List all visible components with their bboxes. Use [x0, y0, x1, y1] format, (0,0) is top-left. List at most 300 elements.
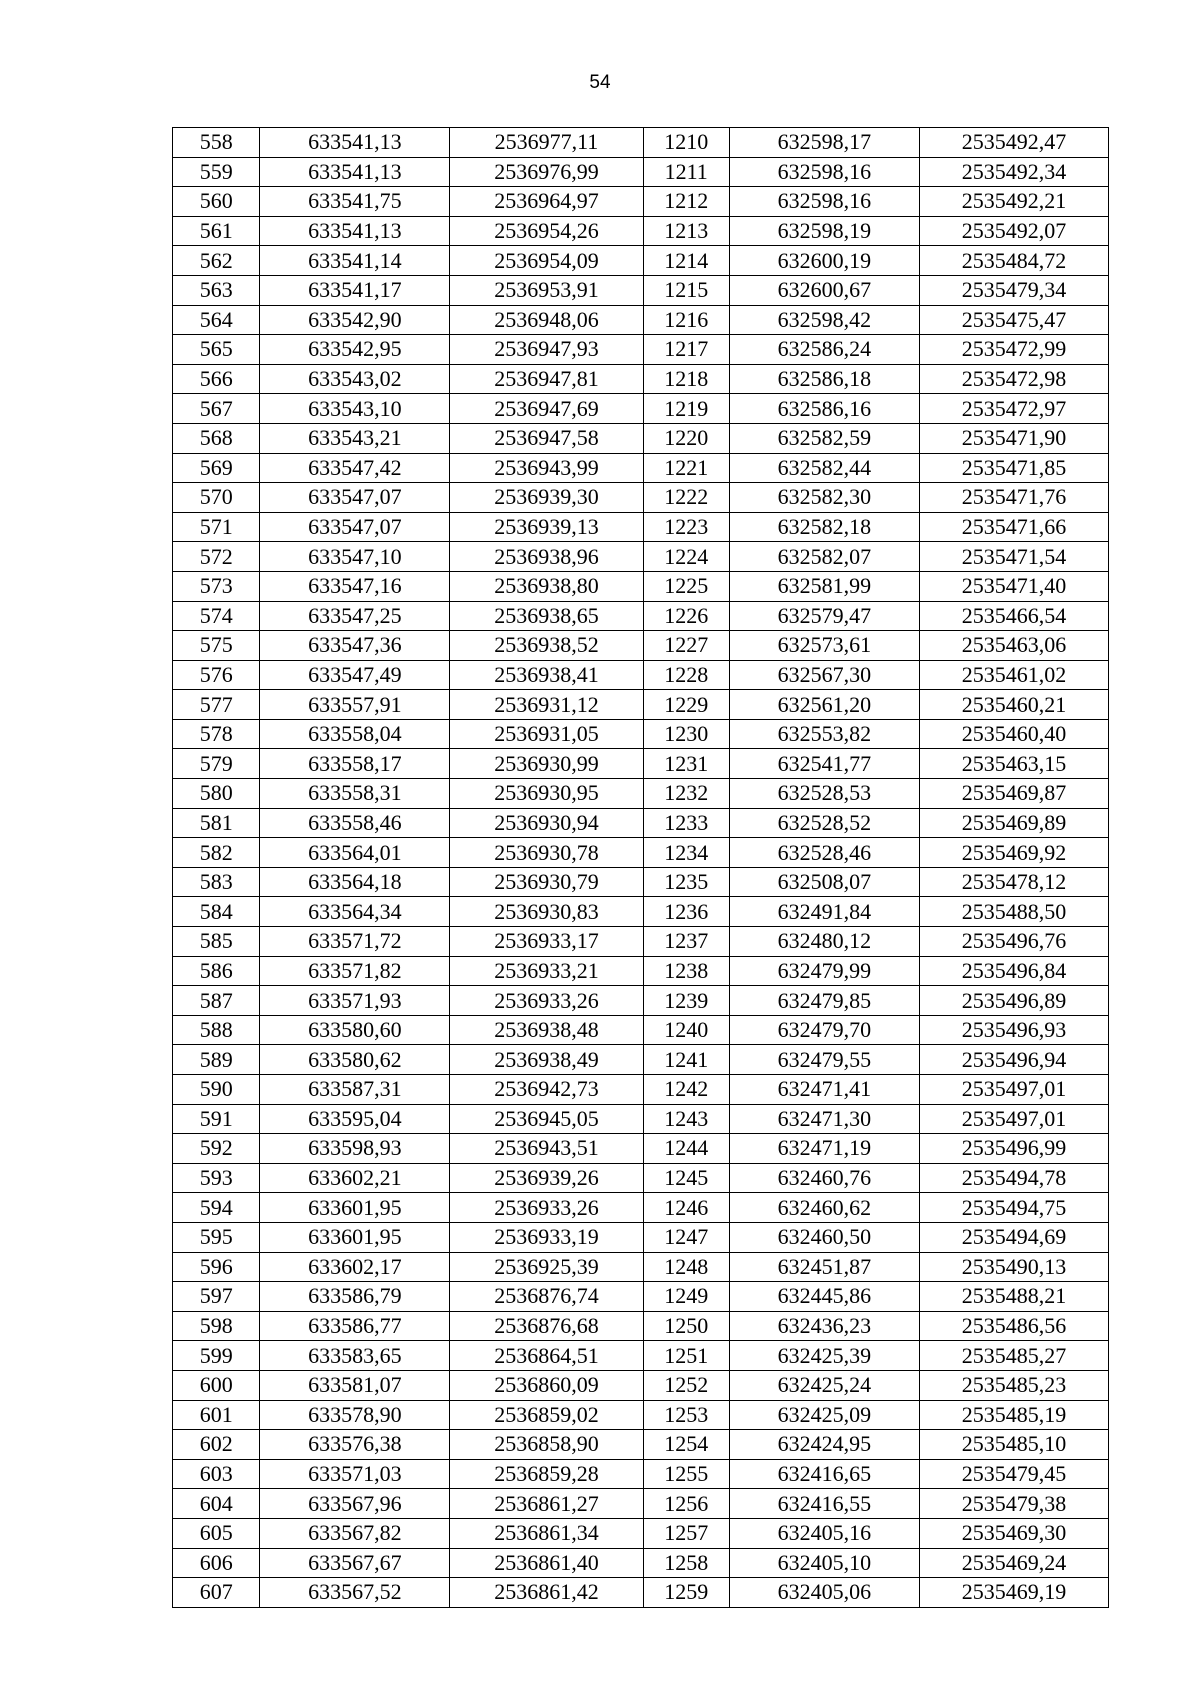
x-coordinate-cell: 633547,07 [260, 483, 450, 513]
point-number-cell: 1236 [643, 897, 729, 927]
x-coordinate-cell: 633541,14 [260, 246, 450, 276]
x-coordinate-cell: 633601,95 [260, 1193, 450, 1223]
x-coordinate-cell: 632405,16 [729, 1518, 919, 1548]
x-coordinate-cell: 632598,42 [729, 305, 919, 335]
x-coordinate-cell: 632424,95 [729, 1430, 919, 1460]
point-number-cell: 1224 [643, 542, 729, 572]
table-row [173, 571, 1109, 601]
point-number-cell: 1223 [643, 512, 729, 542]
point-number-cell: 1217 [643, 335, 729, 365]
x-coordinate-cell: 632582,07 [729, 542, 919, 572]
point-number-cell: 605 [173, 1518, 260, 1548]
table-row [173, 1075, 1109, 1105]
point-number-cell: 597 [173, 1282, 260, 1312]
point-number-cell: 561 [173, 216, 260, 246]
x-coordinate-cell: 633547,07 [260, 512, 450, 542]
point-number-cell: 1220 [643, 423, 729, 453]
y-coordinate-cell: 2535488,21 [919, 1282, 1108, 1312]
x-coordinate-cell: 632425,24 [729, 1370, 919, 1400]
y-coordinate-cell: 2535485,10 [919, 1430, 1108, 1460]
point-number-cell: 576 [173, 660, 260, 690]
x-coordinate-cell: 633578,90 [260, 1400, 450, 1430]
point-number-cell: 1250 [643, 1311, 729, 1341]
point-number-cell: 585 [173, 927, 260, 957]
point-number-cell: 577 [173, 690, 260, 720]
table-row [173, 1489, 1109, 1519]
table-row [173, 275, 1109, 305]
point-number-cell: 560 [173, 187, 260, 217]
point-number-cell: 567 [173, 394, 260, 424]
table-row [173, 483, 1109, 513]
point-number-cell: 589 [173, 1045, 260, 1075]
x-coordinate-cell: 633571,82 [260, 956, 450, 986]
x-coordinate-cell: 633547,42 [260, 453, 450, 483]
y-coordinate-cell: 2535472,99 [919, 335, 1108, 365]
point-number-cell: 1231 [643, 749, 729, 779]
point-number-cell: 1228 [643, 660, 729, 690]
table-row [173, 867, 1109, 897]
x-coordinate-cell: 632598,19 [729, 216, 919, 246]
y-coordinate-cell: 2535496,84 [919, 956, 1108, 986]
point-number-cell: 564 [173, 305, 260, 335]
x-coordinate-cell: 632600,67 [729, 275, 919, 305]
point-number-cell: 1230 [643, 719, 729, 749]
y-coordinate-cell: 2536859,02 [450, 1400, 643, 1430]
x-coordinate-cell: 632471,41 [729, 1075, 919, 1105]
y-coordinate-cell: 2536943,51 [450, 1134, 643, 1164]
point-number-cell: 590 [173, 1075, 260, 1105]
x-coordinate-cell: 633558,04 [260, 719, 450, 749]
table-row [173, 335, 1109, 365]
y-coordinate-cell: 2535478,12 [919, 867, 1108, 897]
point-number-cell: 1211 [643, 157, 729, 187]
x-coordinate-cell: 632586,18 [729, 364, 919, 394]
table-row [173, 1311, 1109, 1341]
y-coordinate-cell: 2536930,95 [450, 779, 643, 809]
x-coordinate-cell: 632573,61 [729, 631, 919, 661]
x-coordinate-cell: 633583,65 [260, 1341, 450, 1371]
point-number-cell: 1247 [643, 1222, 729, 1252]
y-coordinate-cell: 2536861,42 [450, 1578, 643, 1608]
x-coordinate-cell: 633571,93 [260, 986, 450, 1016]
y-coordinate-cell: 2536947,81 [450, 364, 643, 394]
y-coordinate-cell: 2536939,26 [450, 1163, 643, 1193]
coordinates-table-body [173, 128, 1109, 1608]
table-row [173, 1578, 1109, 1608]
table-row [173, 187, 1109, 217]
x-coordinate-cell: 633602,21 [260, 1163, 450, 1193]
x-coordinate-cell: 632567,30 [729, 660, 919, 690]
table-row [173, 453, 1109, 483]
point-number-cell: 1229 [643, 690, 729, 720]
y-coordinate-cell: 2536933,21 [450, 956, 643, 986]
point-number-cell: 1216 [643, 305, 729, 335]
y-coordinate-cell: 2536930,94 [450, 808, 643, 838]
y-coordinate-cell: 2535496,94 [919, 1045, 1108, 1075]
y-coordinate-cell: 2535479,38 [919, 1489, 1108, 1519]
x-coordinate-cell: 633542,95 [260, 335, 450, 365]
x-coordinate-cell: 633567,52 [260, 1578, 450, 1608]
y-coordinate-cell: 2536947,93 [450, 335, 643, 365]
x-coordinate-cell: 632600,19 [729, 246, 919, 276]
x-coordinate-cell: 632598,17 [729, 128, 919, 158]
point-number-cell: 1243 [643, 1104, 729, 1134]
y-coordinate-cell: 2535471,54 [919, 542, 1108, 572]
x-coordinate-cell: 632479,99 [729, 956, 919, 986]
x-coordinate-cell: 633564,34 [260, 897, 450, 927]
x-coordinate-cell: 633543,10 [260, 394, 450, 424]
x-coordinate-cell: 633576,38 [260, 1430, 450, 1460]
x-coordinate-cell: 632553,82 [729, 719, 919, 749]
x-coordinate-cell: 632479,55 [729, 1045, 919, 1075]
y-coordinate-cell: 2535497,01 [919, 1104, 1108, 1134]
x-coordinate-cell: 632479,85 [729, 986, 919, 1016]
x-coordinate-cell: 632579,47 [729, 601, 919, 631]
point-number-cell: 588 [173, 1015, 260, 1045]
point-number-cell: 1253 [643, 1400, 729, 1430]
table-row [173, 157, 1109, 187]
y-coordinate-cell: 2535484,72 [919, 246, 1108, 276]
y-coordinate-cell: 2535479,34 [919, 275, 1108, 305]
point-number-cell: 1221 [643, 453, 729, 483]
x-coordinate-cell: 632471,30 [729, 1104, 919, 1134]
y-coordinate-cell: 2535496,89 [919, 986, 1108, 1016]
y-coordinate-cell: 2536930,78 [450, 838, 643, 868]
y-coordinate-cell: 2536945,05 [450, 1104, 643, 1134]
x-coordinate-cell: 633557,91 [260, 690, 450, 720]
x-coordinate-cell: 633547,25 [260, 601, 450, 631]
y-coordinate-cell: 2535494,78 [919, 1163, 1108, 1193]
x-coordinate-cell: 633580,62 [260, 1045, 450, 1075]
table-row [173, 394, 1109, 424]
y-coordinate-cell: 2536943,99 [450, 453, 643, 483]
point-number-cell: 581 [173, 808, 260, 838]
point-number-cell: 1251 [643, 1341, 729, 1371]
y-coordinate-cell: 2535469,24 [919, 1548, 1108, 1578]
x-coordinate-cell: 632561,20 [729, 690, 919, 720]
table-row [173, 1370, 1109, 1400]
y-coordinate-cell: 2535496,76 [919, 927, 1108, 957]
point-number-cell: 1248 [643, 1252, 729, 1282]
x-coordinate-cell: 633595,04 [260, 1104, 450, 1134]
y-coordinate-cell: 2536947,58 [450, 423, 643, 453]
x-coordinate-cell: 632508,07 [729, 867, 919, 897]
x-coordinate-cell: 633542,90 [260, 305, 450, 335]
x-coordinate-cell: 632405,06 [729, 1578, 919, 1608]
table-row [173, 1282, 1109, 1312]
y-coordinate-cell: 2536858,90 [450, 1430, 643, 1460]
x-coordinate-cell: 633587,31 [260, 1075, 450, 1105]
y-coordinate-cell: 2535469,87 [919, 779, 1108, 809]
x-coordinate-cell: 633547,49 [260, 660, 450, 690]
y-coordinate-cell: 2535466,54 [919, 601, 1108, 631]
y-coordinate-cell: 2535469,19 [919, 1578, 1108, 1608]
x-coordinate-cell: 632480,12 [729, 927, 919, 957]
x-coordinate-cell: 633581,07 [260, 1370, 450, 1400]
point-number-cell: 595 [173, 1222, 260, 1252]
point-number-cell: 566 [173, 364, 260, 394]
table-row [173, 423, 1109, 453]
point-number-cell: 1244 [643, 1134, 729, 1164]
point-number-cell: 1219 [643, 394, 729, 424]
point-number-cell: 1258 [643, 1548, 729, 1578]
y-coordinate-cell: 2536933,26 [450, 1193, 643, 1223]
point-number-cell: 562 [173, 246, 260, 276]
point-number-cell: 573 [173, 571, 260, 601]
x-coordinate-cell: 632581,99 [729, 571, 919, 601]
y-coordinate-cell: 2536938,80 [450, 571, 643, 601]
table-row [173, 1222, 1109, 1252]
point-number-cell: 1259 [643, 1578, 729, 1608]
y-coordinate-cell: 2535463,06 [919, 631, 1108, 661]
y-coordinate-cell: 2535479,45 [919, 1459, 1108, 1489]
y-coordinate-cell: 2535492,34 [919, 157, 1108, 187]
x-coordinate-cell: 633586,79 [260, 1282, 450, 1312]
x-coordinate-cell: 632586,16 [729, 394, 919, 424]
y-coordinate-cell: 2536938,48 [450, 1015, 643, 1045]
x-coordinate-cell: 632445,86 [729, 1282, 919, 1312]
point-number-cell: 1239 [643, 986, 729, 1016]
y-coordinate-cell: 2535485,19 [919, 1400, 1108, 1430]
x-coordinate-cell: 633547,36 [260, 631, 450, 661]
table-row [173, 1341, 1109, 1371]
point-number-cell: 1252 [643, 1370, 729, 1400]
point-number-cell: 1233 [643, 808, 729, 838]
point-number-cell: 575 [173, 631, 260, 661]
x-coordinate-cell: 632491,84 [729, 897, 919, 927]
x-coordinate-cell: 632416,65 [729, 1459, 919, 1489]
point-number-cell: 579 [173, 749, 260, 779]
point-number-cell: 584 [173, 897, 260, 927]
table-row [173, 1163, 1109, 1193]
y-coordinate-cell: 2535475,47 [919, 305, 1108, 335]
table-row [173, 1193, 1109, 1223]
table-row [173, 779, 1109, 809]
point-number-cell: 571 [173, 512, 260, 542]
x-coordinate-cell: 632528,52 [729, 808, 919, 838]
y-coordinate-cell: 2536930,83 [450, 897, 643, 927]
y-coordinate-cell: 2536938,41 [450, 660, 643, 690]
y-coordinate-cell: 2535492,21 [919, 187, 1108, 217]
y-coordinate-cell: 2536964,97 [450, 187, 643, 217]
y-coordinate-cell: 2536931,12 [450, 690, 643, 720]
y-coordinate-cell: 2535471,90 [919, 423, 1108, 453]
point-number-cell: 568 [173, 423, 260, 453]
point-number-cell: 606 [173, 1548, 260, 1578]
x-coordinate-cell: 632582,44 [729, 453, 919, 483]
table-row [173, 1252, 1109, 1282]
x-coordinate-cell: 632425,09 [729, 1400, 919, 1430]
point-number-cell: 593 [173, 1163, 260, 1193]
y-coordinate-cell: 2535486,56 [919, 1311, 1108, 1341]
y-coordinate-cell: 2535494,69 [919, 1222, 1108, 1252]
x-coordinate-cell: 632582,59 [729, 423, 919, 453]
point-number-cell: 1215 [643, 275, 729, 305]
point-number-cell: 596 [173, 1252, 260, 1282]
point-number-cell: 1257 [643, 1518, 729, 1548]
point-number-cell: 1222 [643, 483, 729, 513]
table-row [173, 1045, 1109, 1075]
table-row [173, 749, 1109, 779]
y-coordinate-cell: 2536876,74 [450, 1282, 643, 1312]
y-coordinate-cell: 2535494,75 [919, 1193, 1108, 1223]
y-coordinate-cell: 2535460,40 [919, 719, 1108, 749]
x-coordinate-cell: 633598,93 [260, 1134, 450, 1164]
table-row [173, 1400, 1109, 1430]
y-coordinate-cell: 2536954,09 [450, 246, 643, 276]
y-coordinate-cell: 2536947,69 [450, 394, 643, 424]
x-coordinate-cell: 633564,18 [260, 867, 450, 897]
point-number-cell: 580 [173, 779, 260, 809]
point-number-cell: 1254 [643, 1430, 729, 1460]
point-number-cell: 1235 [643, 867, 729, 897]
x-coordinate-cell: 632528,46 [729, 838, 919, 868]
point-number-cell: 602 [173, 1430, 260, 1460]
point-number-cell: 565 [173, 335, 260, 365]
y-coordinate-cell: 2536933,17 [450, 927, 643, 957]
y-coordinate-cell: 2535492,07 [919, 216, 1108, 246]
point-number-cell: 569 [173, 453, 260, 483]
y-coordinate-cell: 2536860,09 [450, 1370, 643, 1400]
point-number-cell: 592 [173, 1134, 260, 1164]
x-coordinate-cell: 633567,82 [260, 1518, 450, 1548]
x-coordinate-cell: 632416,55 [729, 1489, 919, 1519]
x-coordinate-cell: 632582,18 [729, 512, 919, 542]
point-number-cell: 572 [173, 542, 260, 572]
point-number-cell: 587 [173, 986, 260, 1016]
y-coordinate-cell: 2536942,73 [450, 1075, 643, 1105]
y-coordinate-cell: 2536938,49 [450, 1045, 643, 1075]
table-row [173, 246, 1109, 276]
x-coordinate-cell: 632479,70 [729, 1015, 919, 1045]
point-number-cell: 578 [173, 719, 260, 749]
y-coordinate-cell: 2536939,13 [450, 512, 643, 542]
point-number-cell: 1212 [643, 187, 729, 217]
y-coordinate-cell: 2535471,40 [919, 571, 1108, 601]
y-coordinate-cell: 2536876,68 [450, 1311, 643, 1341]
table-row [173, 601, 1109, 631]
table-row [173, 542, 1109, 572]
point-number-cell: 586 [173, 956, 260, 986]
table-row [173, 1134, 1109, 1164]
point-number-cell: 1226 [643, 601, 729, 631]
x-coordinate-cell: 632586,24 [729, 335, 919, 365]
x-coordinate-cell: 633541,13 [260, 128, 450, 158]
table-row [173, 216, 1109, 246]
y-coordinate-cell: 2535472,98 [919, 364, 1108, 394]
point-number-cell: 570 [173, 483, 260, 513]
y-coordinate-cell: 2535471,85 [919, 453, 1108, 483]
x-coordinate-cell: 633541,13 [260, 216, 450, 246]
table-row [173, 364, 1109, 394]
point-number-cell: 1256 [643, 1489, 729, 1519]
point-number-cell: 1237 [643, 927, 729, 957]
point-number-cell: 1238 [643, 956, 729, 986]
y-coordinate-cell: 2535485,27 [919, 1341, 1108, 1371]
point-number-cell: 603 [173, 1459, 260, 1489]
point-number-cell: 1225 [643, 571, 729, 601]
point-number-cell: 582 [173, 838, 260, 868]
point-number-cell: 558 [173, 128, 260, 158]
point-number-cell: 598 [173, 1311, 260, 1341]
x-coordinate-cell: 632541,77 [729, 749, 919, 779]
y-coordinate-cell: 2536939,30 [450, 483, 643, 513]
y-coordinate-cell: 2535485,23 [919, 1370, 1108, 1400]
x-coordinate-cell: 632460,62 [729, 1193, 919, 1223]
table-row [173, 1548, 1109, 1578]
point-number-cell: 559 [173, 157, 260, 187]
x-coordinate-cell: 632436,23 [729, 1311, 919, 1341]
table-row [173, 512, 1109, 542]
x-coordinate-cell: 633601,95 [260, 1222, 450, 1252]
x-coordinate-cell: 633547,10 [260, 542, 450, 572]
table-row [173, 808, 1109, 838]
point-number-cell: 1240 [643, 1015, 729, 1045]
point-number-cell: 1227 [643, 631, 729, 661]
table-row [173, 1518, 1109, 1548]
x-coordinate-cell: 633567,96 [260, 1489, 450, 1519]
y-coordinate-cell: 2536859,28 [450, 1459, 643, 1489]
table-row [173, 838, 1109, 868]
y-coordinate-cell: 2536933,19 [450, 1222, 643, 1252]
y-coordinate-cell: 2536976,99 [450, 157, 643, 187]
point-number-cell: 1232 [643, 779, 729, 809]
y-coordinate-cell: 2536861,40 [450, 1548, 643, 1578]
table-row [173, 631, 1109, 661]
x-coordinate-cell: 633586,77 [260, 1311, 450, 1341]
x-coordinate-cell: 633602,17 [260, 1252, 450, 1282]
y-coordinate-cell: 2536930,79 [450, 867, 643, 897]
x-coordinate-cell: 632598,16 [729, 157, 919, 187]
x-coordinate-cell: 632598,16 [729, 187, 919, 217]
y-coordinate-cell: 2535471,76 [919, 483, 1108, 513]
x-coordinate-cell: 632425,39 [729, 1341, 919, 1371]
x-coordinate-cell: 632471,19 [729, 1134, 919, 1164]
table-row [173, 1015, 1109, 1045]
y-coordinate-cell: 2535496,99 [919, 1134, 1108, 1164]
point-number-cell: 1210 [643, 128, 729, 158]
y-coordinate-cell: 2536938,52 [450, 631, 643, 661]
y-coordinate-cell: 2536925,39 [450, 1252, 643, 1282]
point-number-cell: 607 [173, 1578, 260, 1608]
y-coordinate-cell: 2536864,51 [450, 1341, 643, 1371]
table-row [173, 660, 1109, 690]
x-coordinate-cell: 632528,53 [729, 779, 919, 809]
point-number-cell: 1218 [643, 364, 729, 394]
y-coordinate-cell: 2535460,21 [919, 690, 1108, 720]
table-row [173, 128, 1109, 158]
x-coordinate-cell: 633571,03 [260, 1459, 450, 1489]
y-coordinate-cell: 2536938,96 [450, 542, 643, 572]
point-number-cell: 1234 [643, 838, 729, 868]
point-number-cell: 594 [173, 1193, 260, 1223]
y-coordinate-cell: 2535490,13 [919, 1252, 1108, 1282]
y-coordinate-cell: 2536861,27 [450, 1489, 643, 1519]
x-coordinate-cell: 632460,76 [729, 1163, 919, 1193]
point-number-cell: 1214 [643, 246, 729, 276]
y-coordinate-cell: 2535497,01 [919, 1075, 1108, 1105]
table-row [173, 1104, 1109, 1134]
point-number-cell: 604 [173, 1489, 260, 1519]
x-coordinate-cell: 633564,01 [260, 838, 450, 868]
point-number-cell: 1213 [643, 216, 729, 246]
point-number-cell: 1249 [643, 1282, 729, 1312]
y-coordinate-cell: 2536948,06 [450, 305, 643, 335]
x-coordinate-cell: 633558,46 [260, 808, 450, 838]
coordinates-table [172, 127, 1109, 1608]
table-row [173, 719, 1109, 749]
point-number-cell: 1246 [643, 1193, 729, 1223]
